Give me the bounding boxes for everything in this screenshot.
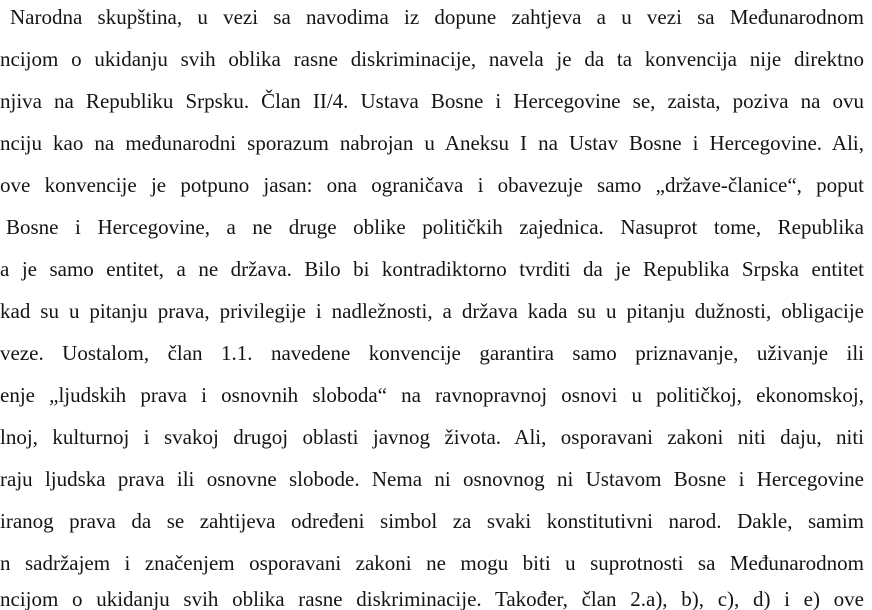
text-line: a je samo entitet, a ne država. Bilo bi kontradiktorno tvrditi da je Republika Srpska entitet — [0, 257, 864, 281]
text-line: njiva na Republiku Srpsku. Član II/4. Ustava Bosne i Hercegovine se, zaista, poziva na ovu — [0, 89, 864, 113]
text-line: ove konvencije je potpuno jasan: ona ograničava i obavezuje samo „države-članice“, poput — [0, 173, 864, 197]
text-line: kad su u pitanju prava, privilegije i nadležnosti, a država kada su u pitanju dužnosti, obligacije — [0, 299, 864, 323]
text-line: iranog prava da se zahtijeva određeni simbol za svaki konstitutivni narod. Dakle, samim — [0, 509, 864, 533]
text-line: ncijom o ukidanju svih oblika rasne diskriminacije. Također, član 2.a), b), c), d) i e) ove — [0, 587, 864, 610]
text-line: Bosne i Hercegovine, a ne druge oblike političkih zajednica. Nasuprot tome, Republika — [6, 215, 864, 239]
text-line: nciju kao na međunarodni sporazum nabrojan u Aneksu I na Ustav Bosne i Hercegovine. Ali, — [0, 131, 864, 155]
text-line: enje „ljudskih prava i osnovnih sloboda“ na ravnopravnoj osnovi u političkoj, ekonomskoj, — [0, 383, 864, 407]
text-line: n sadržajem i značenjem osporavani zakoni ne mogu biti u suprotnosti sa Međunarodnom — [0, 551, 864, 575]
text-line: raju ljudska prava ili osnovne slobode. Nema ni osnovnog ni Ustavom Bosne i Hercegovine — [0, 467, 864, 491]
text-line: Narodna skupština, u vezi sa navodima iz dopune zahtjeva a u vezi sa Međunarodnom — [10, 5, 864, 29]
text-line: veze. Uostalom, član 1.1. navedene konvencije garantira samo priznavanje, uživanje ili — [0, 341, 864, 365]
text-line: lnoj, kulturnoj i svakoj drugoj oblasti javnog života. Ali, osporavani zakoni niti daju, niti — [0, 425, 864, 449]
text-line: ncijom o ukidanju svih oblika rasne diskriminacije, navela je da ta konvencija nije direktno — [0, 47, 864, 71]
